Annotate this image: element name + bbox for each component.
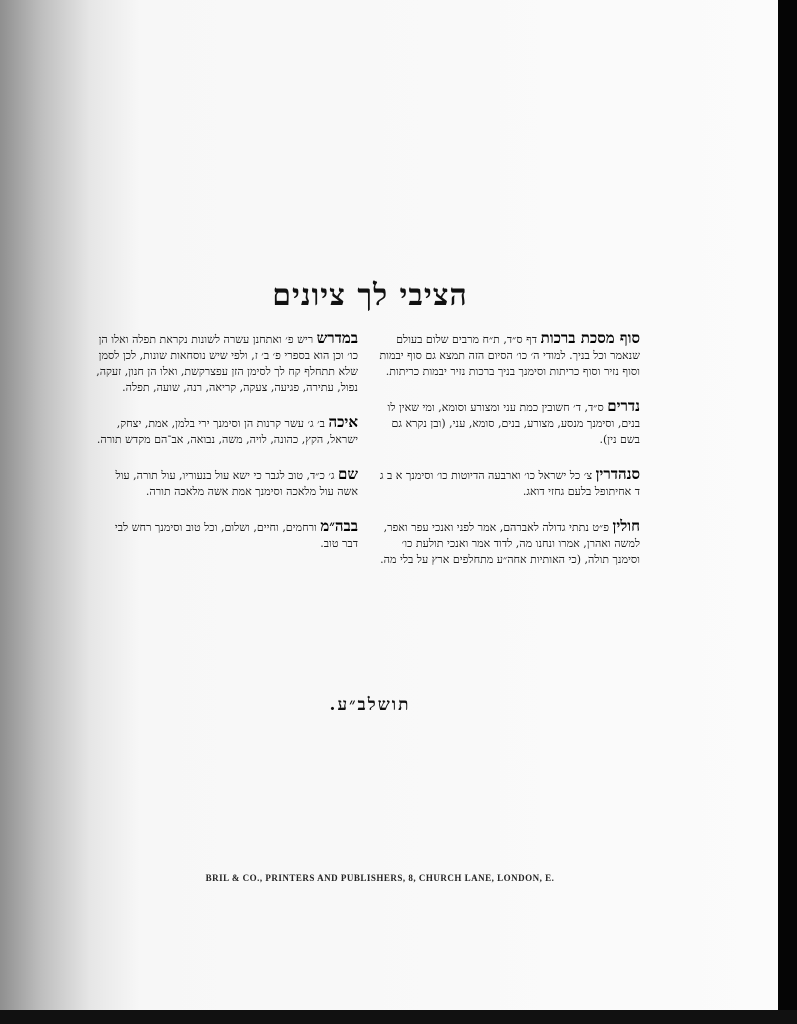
entry-head: איכה (328, 413, 358, 431)
entry (378, 398, 640, 448)
entry (96, 466, 358, 500)
entry-text: פ״ט נתתי גדולה לאברהם, אמר לפני ואנכי עפר ואפר, למשה ואהרן, אמרו ונחנו מה, לדוד אמר ואנכי תולעת כו׳ וסימנך תולה, (כי האותיות אחה״ע מתחלפים ארץ על בלי מה. (380, 521, 640, 566)
entry-head: סנהדרין (595, 465, 640, 483)
entry-head: סוף מסכת ברכות (540, 329, 640, 347)
entry-head: בבה״מ (320, 517, 358, 535)
entry-text: ג׳ כ״ד, טוב לגבר כי ישא עול בנעוריו, עול תורה, עול אשה עול מלאכה וסימנך אמת אשה מלאכה תורה. (115, 469, 358, 498)
scan-edge-right (778, 0, 797, 1024)
entry (378, 518, 640, 568)
scan-edge-bottom (0, 1010, 797, 1024)
entry-head: חולין (612, 517, 640, 535)
entry (378, 330, 640, 380)
entry (378, 466, 640, 500)
entry-head: שם (338, 465, 358, 483)
page-title: הציבי לך ציונים (272, 278, 468, 313)
entry (96, 330, 358, 396)
right-column (378, 330, 640, 586)
printer-imprint: BRIL & CO., PRINTERS AND PUBLISHERS, 8, CHURCH LANE, LONDON, E. (205, 873, 555, 883)
entry (96, 518, 358, 552)
colophon-mark: תושלב״ע. (329, 695, 411, 715)
entry-text: ריש פ׳ ואתחנן עשרה לשונות נקראת תפלה ואלו הן כו׳ וכן הוא בספרי פ׳ ב׳ ז, ולפי שיש נוסחאות שונות, לכן לסמן שלא תתחלף קח לך לסימן הזן עפצרקשת, ואלו הן חנון, זעקה, נפול, עתירה, פגיעה, צעקה, קריאה, רנה, שועה, תפלה. (96, 333, 358, 394)
left-column (96, 330, 358, 570)
entry-text: ס״ד, ד׳ חשובין כמת עני ומצורע וסומא, ומי שאין לו בנים, וסימנך מנסע, מצורע, בנים, סומא, עני, (ובן נקרא גם בשם נין). (387, 401, 640, 446)
entry-text: ב׳ ג׳ עשר קרנות הן וסימנך ירי בלמן, אמת, יצחק, ישראל, הקץ, כהונה, לויה, משה, נבואה, אב־הם מקדש תורה. (96, 417, 358, 446)
entry-head: במדרש (316, 329, 358, 347)
entry-head: נדרים (607, 397, 640, 415)
entry-text: דף ס״ד, ת״ח מרבים שלום בעולם שנאמר וכל בניך. למודי ה׳ כו׳ הסיום הזה תמצא גם סוף יבמות וסוף נזיר וסוף כריתות וסימנך בניך ברכות נזיר יבמות כריתות. (379, 333, 640, 378)
entry (96, 414, 358, 448)
entry-text: ורחמים, וחיים, ושלום, וכל טוב וסימנך רחש לבי דבר טוב. (114, 521, 358, 550)
entry-text: צ׳ כל ישראל כו׳ וארבעה הדיוטות כו׳ וסימנך א ב ג ד אחיתופל בלעם גחזי דואג. (379, 469, 640, 498)
